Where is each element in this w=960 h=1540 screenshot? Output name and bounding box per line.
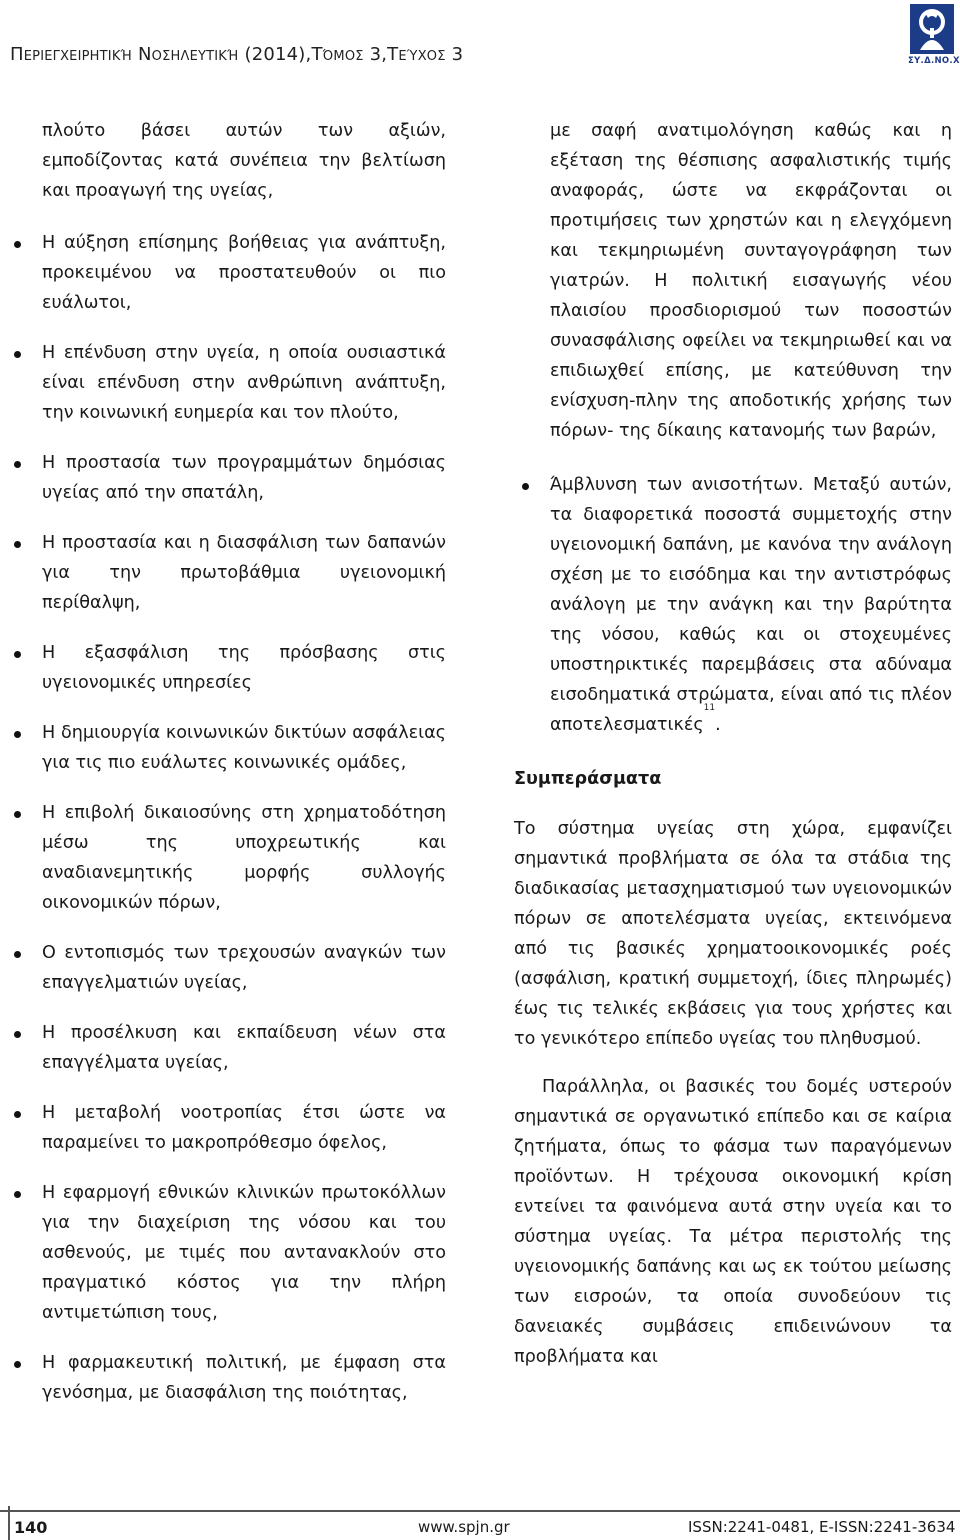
- bullet-item: Η προσέλκυση και εκπαίδευση νέων στα επαγγέλματα υγείας,: [42, 1018, 446, 1078]
- footer-website: www.spjn.gr: [418, 1518, 510, 1536]
- left-column: [42, 116, 446, 1408]
- journal-logo: [908, 4, 960, 66]
- bullet-item: Η αύξηση επίσημης βοήθειας για ανάπτυξη, προκειμένου να προστατευθούν οι πιο ευάλωτοι,: [42, 228, 446, 318]
- bullet-item: Η εξασφάλιση της πρόσβασης στις υγειονομικές υπηρεσίες: [42, 638, 446, 698]
- footer-issn: ISSN:2241-0481, E-ISSN:2241-3634: [688, 1518, 956, 1536]
- bullet-item: Η προστασία και η διασφάλιση των δαπανών για την πρωτοβάθμια υγειονομική περίθαλψη,: [42, 528, 446, 618]
- page-number: 140: [14, 1518, 48, 1537]
- logo-text: ΣΥ.Δ.ΝΟ.Χ: [908, 56, 960, 66]
- journal-header: Περιεγχειρητική Νοσηλευτική (2014),Τόμος 3,Τεύχος 3: [10, 44, 464, 65]
- footer-divider-vertical: [8, 1506, 10, 1540]
- bullet-item: Η μεταβολή νοοτροπίας έτσι ώστε να παραμείνει το μακροπρόθεσμο όφελος,: [42, 1098, 446, 1158]
- reference-marker: 11: [703, 703, 716, 713]
- bullet-item: Η δημιουργία κοινωνικών δικτύων ασφάλειας για τις πιο ευάλωτες κοινωνικές ομάδες,: [42, 718, 446, 778]
- conclusion-paragraph-2: Παράλληλα, οι βασικές του δομές υστερούν σημαντικά σε οργανωτικό επίπεδο και σε καίρια ζητήματα, όπως το φάσμα των παραγόμενων προϊόντων. Η τρέχουσα οικονομική κρίση εντείνει τα φαινόμενα αυτά στην υγεία και το σύστημα υγείας. Τα μέτρα περιστολής της υγειονομικής δαπάνης και ως εκ τούτου μείωσης των εισροών, τα οποία συνοδεύουν τις δανειακές συμβάσεις επιδεινώνουν τα προβλήματα και: [514, 1077, 952, 1367]
- bullet-end: .: [715, 715, 721, 735]
- footer-divider: [0, 1510, 960, 1512]
- conclusion-paragraph-1: Το σύστημα υγείας στη χώρα, εμφανίζει σημαντικά προβλήματα σε όλα τα στάδια της διαδικασίας μετασχηματισμού των υγειονομικών πόρων σε αποτελέσματα υγείας, εκτεινόμενα από τις βασικές χρηματοοικονομικές ροές (ασφάλιση, κρατική συμμετοχή, ίδιες πληρωμές) έως τις τελικές εκβάσεις για τους χρήστες και το γενικότερο επίπεδο υγείας του πληθυσμού.: [514, 819, 952, 1049]
- bullet-item: Η επιβολή δικαιοσύνης στη χρηματοδότηση μέσω της υποχρεωτικής και αναδιανεμητικής μορφής συλλογής οικονομικών πόρων,: [42, 798, 446, 918]
- bullet-item: [550, 470, 952, 740]
- section-heading: Συμπεράσματα: [514, 769, 662, 789]
- right-column: [514, 116, 952, 1372]
- right-bullet-list: [550, 470, 952, 740]
- bullet-item: Ο εντοπισμός των τρεχουσών αναγκών των επαγγελματιών υγείας,: [42, 938, 446, 998]
- bullet-item: Η προστασία των προγραμμάτων δημόσιας υγείας από την σπατάλη,: [42, 448, 446, 508]
- left-intro-paragraph: πλούτο βάσει αυτών των αξιών, εμποδίζοντας κατά συνέπεια την βελτίωση και προαγωγή της υγείας,: [42, 121, 446, 201]
- bullet-text: Άμβλυνση των ανισοτήτων. Μεταξύ αυτών, τα διαφορετικά ποσοστά συμμετοχής στην υγειονομική δαπάνη, με κανόνα την ανάλογη σχέση με το εισόδημα και την αντιστρόφως ανάλογη με την ανάγκη και την βαρύτητα της νόσου, καθώς και οι στοχευμένες υποστηρικτικές παρεμβάσεις στα αδύναμα εισοδηματικά στρώματα, είναι από τις πλέον αποτελεσματικές: [550, 475, 952, 735]
- logo-emblem-icon: [908, 4, 956, 56]
- left-bullet-list: [42, 228, 446, 1408]
- right-continuation-paragraph: με σαφή ανατιμολόγηση καθώς και η εξέταση της θέσπισης ασφαλιστικής τιμής αναφοράς, ώστε να εκφράζονται οι προτιμήσεις των χρηστών και η ελεγχόμενη και τεκμηριωμένη συνταγογράφηση των γιατρών. Η πολιτική εισαγωγής νέου πλαισίου προσδιορισμού των ποσοστών συνασφάλισης οφείλει να τεκμηριωθεί και να επιδιωχθεί επίσης, με κατεύθυνση την ενίσχυση-πλην της αποδοτικής χρήσης των πόρων- της δίκαιης κατανομής των βαρών,: [550, 121, 952, 441]
- bullet-item: Η φαρμακευτική πολιτική, με έμφαση στα γενόσημα, με διασφάλιση της ποιότητας,: [42, 1348, 446, 1408]
- bullet-item: Η εφαρμογή εθνικών κλινικών πρωτοκόλλων για την διαχείριση της νόσου και του ασθενούς, με τιμές που αντανακλούν στο πραγματικό κόστος για την πλήρη αντιμετώπιση τους,: [42, 1178, 446, 1328]
- bullet-item: Η επένδυση στην υγεία, η οποία ουσιαστικά είναι επένδυση στην ανθρώπινη ανάπτυξη, την κοινωνική ευημερία και τον πλούτο,: [42, 338, 446, 428]
